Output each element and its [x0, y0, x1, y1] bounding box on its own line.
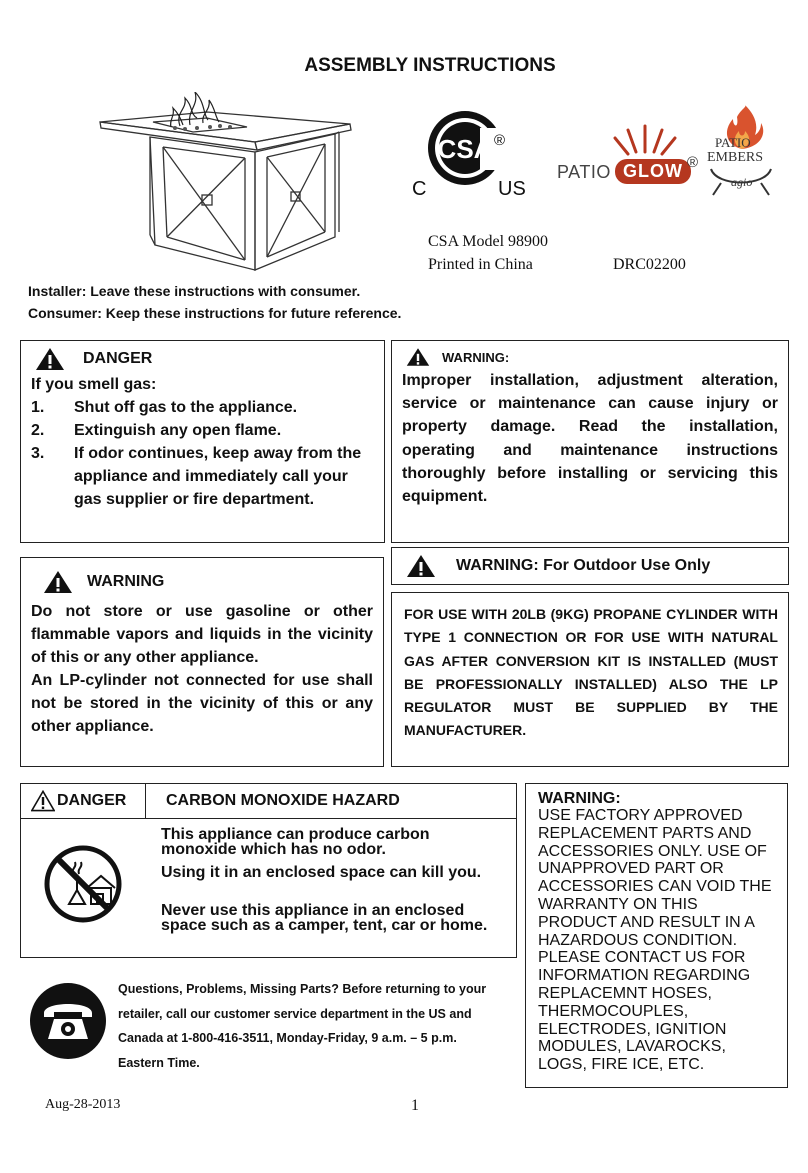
danger-lead: If you smell gas:	[31, 376, 157, 393]
model-number: CSA Model 98900	[428, 233, 549, 250]
warning-install-body: Improper installation, adjustment alteration, service or maintenance can cause injury or property damage. Read the installation, operating and maintenance instructions thoroughly before installing or servicing this equipment.	[402, 372, 778, 506]
warning-installation-box	[391, 340, 789, 543]
csa-letters: CSA	[437, 134, 493, 164]
warning-outdoor-heading: WARNING: For Outdoor Use Only	[456, 557, 711, 574]
warning-triangle-icon	[31, 790, 55, 812]
list-item: 2. Extinguish any open flame.	[31, 422, 282, 439]
parts-warning-heading: WARNING:	[538, 790, 621, 807]
warning-gasoline-heading: WARNING	[87, 573, 165, 590]
list-item: 1. Shut off gas to the appliance.	[31, 399, 298, 416]
glow-rays-icon	[610, 118, 680, 158]
embers-top-text: PATIO	[715, 135, 751, 150]
warning-triangle-icon	[406, 554, 436, 578]
csa-reg-mark: ®	[494, 132, 506, 149]
co-danger-label: DANGER	[57, 792, 127, 809]
warning-install-heading: WARNING:	[442, 349, 510, 365]
no-enclosed-space-icon	[43, 844, 123, 924]
document-date: Aug-28-2013	[45, 1097, 121, 1112]
csa-logo	[410, 100, 540, 200]
co-paragraph-2: Using it in an enclosed space can kill you.	[161, 864, 482, 881]
csa-us-label: US	[498, 178, 526, 200]
csa-c-label: C	[412, 178, 427, 200]
warning-outdoor-body: FOR USE WITH 20LB (9KG) PROPANE CYLINDER WITH TYPE 1 CONNECTION OR FOR USE WITH NATURAL GAS AFTER CONVERSION KIT IS INSTALLED (MUST BE PROFESSIONALLY INSTALLED) ALSO THE LP REGULATOR MUST BE SUPPLIED BY THE MANUFACTURER.	[404, 606, 778, 739]
patioglow-reg-mark: ®	[687, 154, 699, 171]
telephone-icon	[30, 983, 106, 1059]
patioglow-logo	[555, 118, 705, 198]
glow-badge: GLOW	[615, 159, 691, 184]
parts-warning-body: USE FACTORY APPROVED REPLACEMENT PARTS AND ACCESSORIES ONLY. USE OF UNAPPROVED PART OR ACCESSORIES CAN VOID THE WARRANTY ON THIS PRODUCT AND RESULT IN A HAZARDOUS CONDITION. PLEASE CONTACT US FOR INFORMATION REGARDING REPLACEMNT HOSES, THERMOCOUPLES, ELECTRODES, IGNITION MODULES, LAVAROCKS, LOGS, FIRE ICE, ETC.	[538, 807, 772, 1074]
warning-gasoline-box	[20, 557, 384, 767]
fire-table-illustration	[95, 92, 410, 277]
embers-mid-text: EMBERS	[707, 150, 764, 165]
co-paragraph-1: This appliance can produce carbon monoxide which has no odor.	[161, 826, 430, 858]
installer-note: Installer: Leave these instructions with consumer.	[28, 283, 361, 299]
parts-warning-box	[525, 783, 788, 1088]
patio-prefix: PATIO	[557, 162, 611, 182]
warning-triangle-icon	[35, 347, 65, 371]
warning-gasoline-body-1: Do not store or use gasoline or other flammable vapors and liquids in the vicinity of this or any other appliance.	[31, 603, 373, 666]
document-code: DRC02200	[613, 256, 686, 273]
consumer-note: Consumer: Keep these instructions for future reference.	[28, 305, 402, 321]
co-hazard-box	[20, 783, 517, 958]
page-number: 1	[411, 1097, 419, 1114]
co-hazard-heading: CARBON MONOXIDE HAZARD	[166, 792, 400, 809]
warning-outdoor-body-box	[391, 592, 789, 767]
danger-heading: DANGER	[83, 350, 153, 367]
co-paragraph-3: Never use this appliance in an enclosed space such as a camper, tent, car or home.	[161, 902, 488, 934]
printed-in: Printed in China	[428, 256, 533, 273]
contact-info: Questions, Problems, Missing Parts? Before returning to your retailer, call our customer service department in the US and Canada at 1-800-416-3511, Monday-Friday, 9 a.m. – 5 p.m. Eastern Time.	[118, 982, 487, 1070]
patio-embers-logo	[705, 105, 780, 200]
warning-gasoline-body-2: An LP-cylinder not connected for use shall not be stored in the vicinity of this or any other appliance.	[31, 672, 373, 735]
warning-outdoor-header	[391, 547, 789, 585]
danger-smell-gas-box	[20, 340, 385, 543]
page-title: ASSEMBLY INSTRUCTIONS	[304, 55, 556, 76]
list-item: 3. If odor continues, keep away from the appliance and immediately call your gas supplier or fire department.	[31, 445, 362, 508]
embers-agio-text: agio	[731, 175, 753, 189]
warning-triangle-icon	[43, 570, 73, 594]
warning-triangle-icon	[406, 347, 430, 367]
